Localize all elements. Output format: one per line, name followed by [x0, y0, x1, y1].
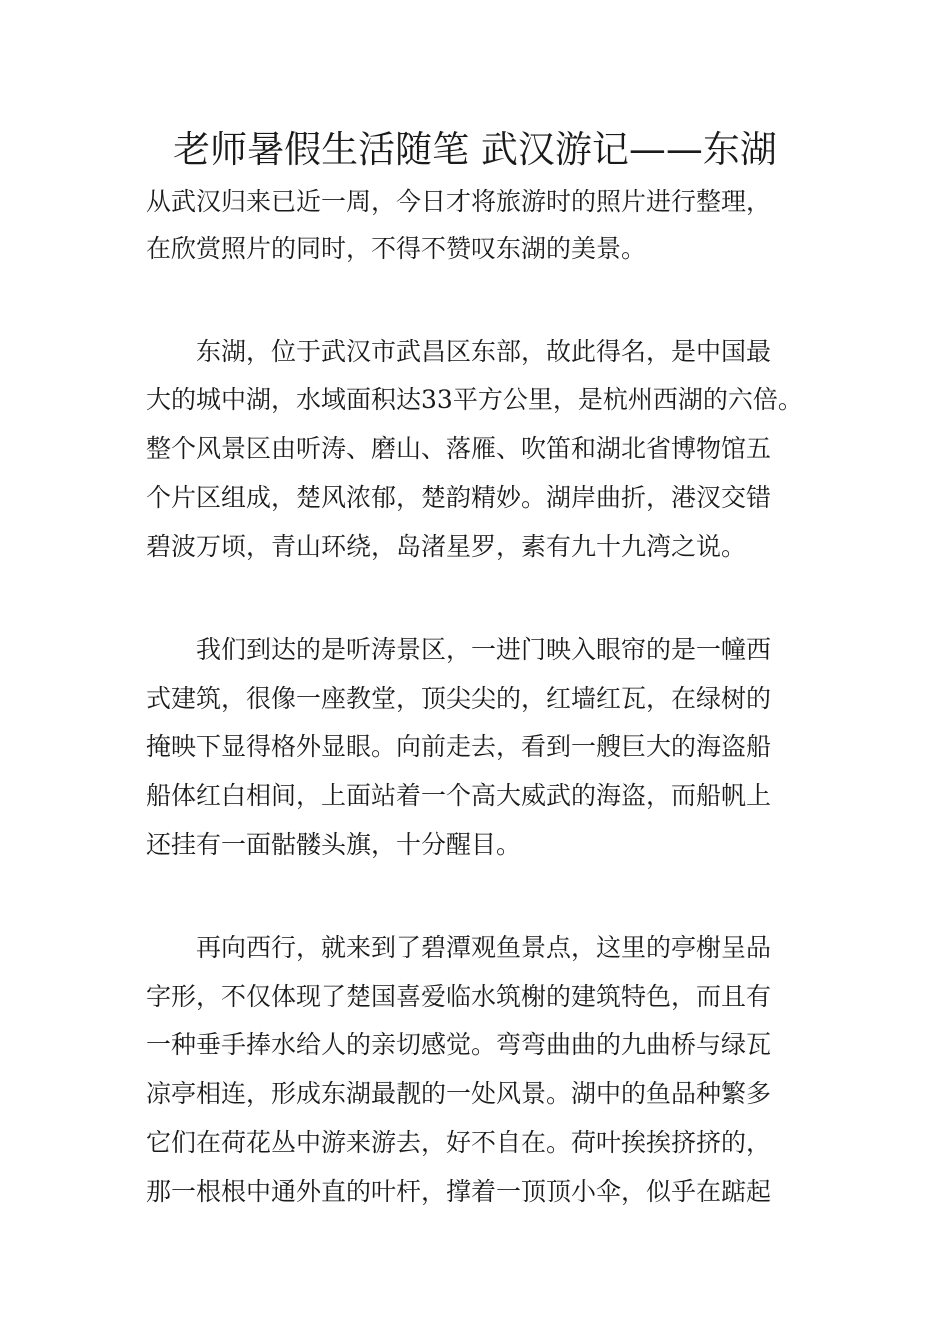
body-line: 大的城中湖，水域面积达33平方公里，是杭州西湖的六倍。	[146, 385, 803, 414]
body-line: 它们在荷花丛中游来游去，好不自在。荷叶挨挨挤挤的，	[146, 1128, 772, 1157]
body-line: 船体红白相间，上面站着一个高大威武的海盗，而船帆上	[146, 781, 772, 810]
body-line: 那一根根中通外直的叶杆，撑着一顶顶小伞，似乎在踮起	[146, 1177, 772, 1206]
body-line: 我们到达的是听涛景区，一进门映入眼帘的是一幢西	[146, 635, 772, 664]
body-line: 掩映下显得格外显眼。向前走去，看到一艘巨大的海盗船	[146, 732, 772, 761]
body-line: 东湖，位于武汉市武昌区东部，故此得名，是中国最	[146, 337, 772, 366]
body-line: 在欣赏照片的同时，不得不赞叹东湖的美景。	[146, 234, 647, 263]
body-line: 字形，不仅体现了楚国喜爱临水筑榭的建筑特色，而且有	[146, 982, 772, 1011]
body-line: 碧波万顷，青山环绕，岛渚星罗，素有九十九湾之说。	[146, 532, 747, 561]
body-line: 从武汉归来已近一周，今日才将旅游时的照片进行整理，	[146, 187, 772, 216]
body-line: 一种垂手捧水给人的亲切感觉。弯弯曲曲的九曲桥与绿瓦	[146, 1030, 772, 1059]
body-line: 再向西行，就来到了碧潭观鱼景点，这里的亭榭呈品	[146, 933, 772, 962]
body-line: 凉亭相连，形成东湖最靓的一处风景。湖中的鱼品种繁多	[146, 1079, 772, 1108]
body-line: 式建筑，很像一座教堂，顶尖尖的，红墙红瓦，在绿树的	[146, 684, 772, 713]
body-line: 个片区组成，楚风浓郁，楚韵精妙。湖岸曲折，港汊交错	[146, 483, 772, 512]
body-line: 还挂有一面骷髅头旗，十分醒目。	[146, 830, 522, 859]
document-title: 老师暑假生活随笔 武汉游记——东湖	[173, 128, 777, 171]
body-line: 整个风景区由听涛、磨山、落雁、吹笛和湖北省博物馆五	[146, 434, 772, 463]
